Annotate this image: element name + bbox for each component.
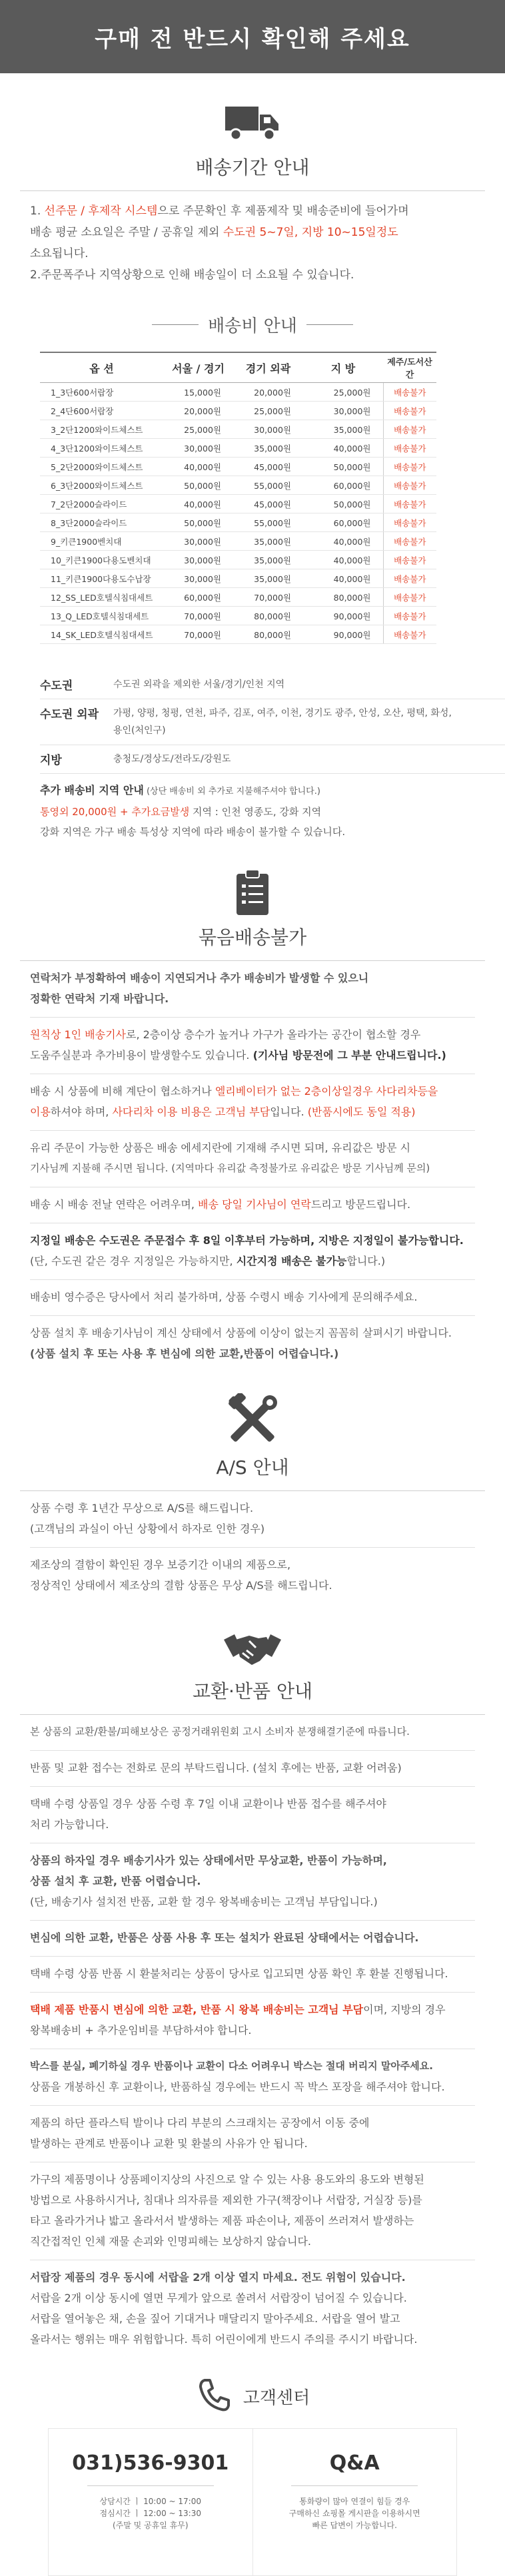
fee-cell: 35,000원 bbox=[233, 569, 303, 588]
fee-cell: 70,000원 bbox=[233, 588, 303, 607]
fee-cell: 7_2단2000슬라이드 bbox=[40, 495, 163, 513]
phone-icon bbox=[195, 2376, 233, 2416]
fee-cell: 13_Q_LED호텔식침대세트 bbox=[40, 607, 163, 625]
fee-cell: 80,000원 bbox=[233, 625, 303, 644]
region-row: 수도권 외곽 가평, 양평, 청평, 연천, 파주, 김포, 여주, 이천, 경기도 광주, 안성, 오산, 평택, 화성, 용인(처인구) bbox=[40, 699, 505, 745]
fee-cell: 10_키큰1900다용도벤치대 bbox=[40, 551, 163, 569]
extra-fee-note: 강화 지역은 가구 배송 특성상 지역에 따라 배송이 불가할 수 있습니다. bbox=[40, 826, 346, 838]
page-banner: 구매 전 반드시 확인해 주세요 bbox=[0, 0, 505, 73]
exchange-title: 교환·반품 안내 bbox=[192, 1680, 313, 1702]
fee-cell: 20,000원 bbox=[163, 402, 233, 420]
fee-cell: 40,000원 bbox=[303, 569, 383, 588]
as-title: A/S 안내 bbox=[216, 1456, 289, 1478]
fee-cell: 25,000원 bbox=[163, 420, 233, 439]
fee-row bbox=[40, 625, 436, 644]
fee-cell: 70,000원 bbox=[163, 625, 233, 644]
fee-row bbox=[40, 420, 436, 439]
fee-cell: 70,000원 bbox=[163, 607, 233, 625]
fee-row bbox=[40, 476, 436, 495]
fee-cell: 배송불가 bbox=[383, 513, 436, 532]
fee-row bbox=[40, 588, 436, 607]
fee-cell: 9_키큰1900벤치대 bbox=[40, 532, 163, 551]
fee-header-local: 지 방 bbox=[303, 352, 383, 383]
fee-cell: 50,000원 bbox=[303, 495, 383, 513]
delivery-line-1: 1. 선주문 / 후제작 시스템으로 주문확인 후 제품제작 및 배송준비에 들어가며 bbox=[30, 204, 409, 218]
fee-cell: 40,000원 bbox=[163, 495, 233, 513]
fee-cell: 8_3단2000슬라이드 bbox=[40, 513, 163, 532]
fee-cell: 90,000원 bbox=[303, 625, 383, 644]
fee-cell: 20,000원 bbox=[233, 383, 303, 402]
fee-row bbox=[40, 513, 436, 532]
cs-phone[interactable]: 031)536-9301 bbox=[72, 2451, 229, 2475]
region-list bbox=[40, 671, 505, 774]
fee-cell: 배송불가 bbox=[383, 476, 436, 495]
fee-cell: 60,000원 bbox=[163, 588, 233, 607]
fee-header-option: 옵 션 bbox=[40, 352, 163, 383]
fee-cell: 30,000원 bbox=[163, 439, 233, 458]
cs-phone-col bbox=[49, 2429, 252, 2575]
tools-icon bbox=[0, 1393, 505, 1447]
handshake-icon bbox=[0, 1628, 505, 1670]
region-row: 지방 충청도/경상도/전라도/강원도 bbox=[40, 745, 505, 774]
fee-cell: 11_키큰1900다용도수납장 bbox=[40, 569, 163, 588]
fee-cell: 배송불가 bbox=[383, 383, 436, 402]
fee-cell: 6_3단2000와이드체스트 bbox=[40, 476, 163, 495]
delivery-line-3: 소요됩니다. bbox=[30, 247, 89, 260]
fee-row bbox=[40, 569, 436, 588]
cs-qa-line-1: 통화량이 많아 연결이 힘들 경우 bbox=[299, 2497, 410, 2506]
fee-cell: 40,000원 bbox=[303, 551, 383, 569]
cs-hours-3: (주말 및 공휴일 휴무) bbox=[112, 2521, 189, 2530]
truck-icon bbox=[0, 100, 505, 147]
fee-cell: 60,000원 bbox=[303, 476, 383, 495]
cs-qa-line-2: 구매하신 쇼핑몰 게시판을 이용하시면 bbox=[288, 2509, 420, 2518]
fee-cell: 35,000원 bbox=[233, 551, 303, 569]
fee-cell: 25,000원 bbox=[303, 383, 383, 402]
fee-row bbox=[40, 607, 436, 625]
fee-cell: 35,000원 bbox=[303, 420, 383, 439]
fee-cell: 4_3단1200와이드체스트 bbox=[40, 439, 163, 458]
fee-cell: 30,000원 bbox=[163, 551, 233, 569]
fee-row bbox=[40, 458, 436, 476]
bundle-notes: 연락처가 부정확하여 배송이 지연되거나 추가 배송비가 발생할 수 있으니 정확한 연락처 기재 바랍니다. 원칙상 1인 배송기사로, 2층이상 층수가 높거나 가구가 올라가는 공간이 협소할 경우 도움주실분과 추가비용이 발생할수도 있습니다. (기사님 방문전에 그 부분 안내드립니다.) 배송 시 상품에 비해 계단이 협소하거나 엘리베이터가 없는 2층이상일경우 사다리차등을 이용하셔야 하며, 사다리차 이용 비용은 고객님 부담입니다. (반품시에도 동일 적용) 유리 주문이 가능한 상품은 배송 에세지란에 기재해 주시면 되며, 유리값은 방문 시 기사님께 지불해 주시면 됩니다. (지역마다 유리값 측정불가로 유리값은 방문 기사님께 문의) 배송 시 배송 전날 연락은 어려우며, 배송 당일 기사님이 연락드리고 방문드립니다. 지정일 배송은 수도권은 주문접수 후 8일 이후부터 가능하며, 지방은 지정일이 불가능합니다. (단, 수도권 같은 경우 지정일은 가능하지만, 시간지정 배송은 불가능합니다.) 배송비 영수증은 당사에서 처리 불가하며, 상품 수령시 배송 기사에게 문의해주세요. 상품 설치 후 배송기사님이 계신 상태에서 상품에 이상이 없는지 꼼꼼히 살펴시기 바랍니다. (상품 설치 후 또는 사용 후 변심에 의한 교환,반품이 어렵습니다.) bbox=[0, 968, 505, 1364]
clipboard-icon bbox=[0, 868, 505, 916]
fee-cell: 55,000원 bbox=[233, 476, 303, 495]
fee-cell: 45,000원 bbox=[233, 495, 303, 513]
cs-title: 고객센터 bbox=[243, 2388, 310, 2408]
fee-cell: 14_SK_LED호텔식침대세트 bbox=[40, 625, 163, 644]
fee-cell: 40,000원 bbox=[303, 532, 383, 551]
fee-cell: 35,000원 bbox=[233, 532, 303, 551]
fee-row bbox=[40, 383, 436, 402]
fee-row bbox=[40, 495, 436, 513]
bundle-title: 묶음배송불가 bbox=[198, 926, 307, 948]
cs-hours-2: 점심시간 ㅣ 12:00 ~ 13:30 bbox=[99, 2509, 201, 2518]
delivery-line-4: 2.주문폭주나 지역상황으로 인해 배송일이 더 소요될 수 있습니다. bbox=[30, 268, 354, 282]
fee-table bbox=[40, 352, 436, 644]
fee-cell: 30,000원 bbox=[233, 420, 303, 439]
fee-cell: 5_2단2000와이드체스트 bbox=[40, 458, 163, 476]
delivery-title: 배송기간 안내 bbox=[195, 157, 310, 178]
fee-cell: 1_3단600서랍장 bbox=[40, 383, 163, 402]
cs-qa[interactable]: Q&A bbox=[329, 2451, 380, 2475]
fee-cell: 50,000원 bbox=[163, 476, 233, 495]
fee-cell: 55,000원 bbox=[233, 513, 303, 532]
cs-box bbox=[48, 2428, 457, 2576]
fee-cell: 배송불가 bbox=[383, 569, 436, 588]
fee-cell: 80,000원 bbox=[233, 607, 303, 625]
fee-cell: 배송불가 bbox=[383, 625, 436, 644]
fee-cell: 40,000원 bbox=[163, 458, 233, 476]
fee-cell: 60,000원 bbox=[303, 513, 383, 532]
fee-cell: 45,000원 bbox=[233, 458, 303, 476]
fee-cell: 12_SS_LED호텔식침대세트 bbox=[40, 588, 163, 607]
cs-qa-col bbox=[252, 2429, 457, 2575]
fee-cell: 90,000원 bbox=[303, 607, 383, 625]
fee-cell: 30,000원 bbox=[163, 569, 233, 588]
fee-title: 배송비 안내 bbox=[0, 312, 505, 337]
fee-cell: 35,000원 bbox=[233, 439, 303, 458]
cs-qa-line-3: 빠른 답변이 가능합니다. bbox=[312, 2521, 397, 2530]
fee-cell: 배송불가 bbox=[383, 402, 436, 420]
fee-cell: 80,000원 bbox=[303, 588, 383, 607]
fee-cell: 30,000원 bbox=[163, 532, 233, 551]
fee-row bbox=[40, 402, 436, 420]
extra-fee-title: 추가 배송비 지역 안내 (상단 배송비 외 추가로 지불해주셔야 합니다.) bbox=[40, 784, 320, 797]
fee-header-jeju: 제주/도서산간 bbox=[383, 352, 436, 383]
fee-row bbox=[40, 532, 436, 551]
fee-cell: 배송불가 bbox=[383, 607, 436, 625]
fee-cell: 배송불가 bbox=[383, 588, 436, 607]
region-row: 수도권 수도권 외곽을 제외한 서울/경기/인천 지역 bbox=[40, 671, 505, 699]
cs-hours-1: 상담시간 ㅣ 10:00 ~ 17:00 bbox=[99, 2497, 201, 2506]
fee-row bbox=[40, 439, 436, 458]
fee-cell: 배송불가 bbox=[383, 495, 436, 513]
as-notes: 상품 수령 후 1년간 무상으로 A/S를 해드립니다. (고객님의 과실이 아닌 상황에서 하자로 인한 경우) 제조상의 결함이 확인된 경우 보증기간 이내의 제품으로, 정상적인 상태에서 제조상의 결함 상품은 무상 A/S를 해드립니다. bbox=[0, 1498, 505, 1596]
fee-cell: 배송불가 bbox=[383, 420, 436, 439]
fee-cell: 배송불가 bbox=[383, 532, 436, 551]
fee-cell: 2_4단600서랍장 bbox=[40, 402, 163, 420]
exchange-notes: 본 상품의 교환/환불/피해보상은 공정거래위원회 고시 소비자 분쟁해결기준에 따릅니다. 반품 및 교환 접수는 전화로 문의 부탁드립니다. (설치 후에는 반품, 교환 어려움) 택배 수령 상품일 경우 상품 수령 후 7일 이내 교환이나 반품 접수를 해주셔야 처리 가능합니다. 상품의 하자일 경우 배송기사가 있는 상태에서만 무상교환, 반품이 가능하며, 상품 설치 후 교환, 반품 어렵습니다. (단, 배송기사 설치전 반품, 교환 할 경우 왕복배송비는 고객님 부담입니다.) 변심에 의한 교환, 반품은 상품 사용 후 또는 설치가 완료된 상태에서는 어렵습니다. 택배 수령 상품 반품 시 환불처리는 상품이 당사로 입고되면 상품 확인 후 환불 진행됩니다. 택배 제품 반품시 변심에 의한 교환, 반품 시 왕복 배송비는 고객님 부담이며, 지방의 경우 왕복배송비 + 추가운임비를 부담하셔야 합니다. 박스를 분실, 폐기하실 경우 반품이나 교환이 다소 어려우니 박스는 절대 버리지 말아주세요. 상품을 개봉하신 후 교환이나, 반품하실 경우에는 반드시 꼭 박스 포장을 해주셔야 합니다. 제품의 하단 플라스틱 발이나 다리 부분의 스크래치는 공장에서 이동 중에 발생하는 관계로 반품이나 교환 및 환불의 사유가 안 됩니다. 가구의 제품명이나 상품페이지상의 사진으로 알 수 있는 사용 용도와의 용도와 변형된 방법으로 사용하시거나, 침대나 의자류를 제외한 가구(책장이나 서랍장, 거실장 등)를 타고 올라가거나 밟고 올라서서 발생하는 제품 파손이나, 제품이 쓰러져서 발생하는 직간접적인 인체 재물 손괴와 인명피해는 보상하지 않습니다. 서랍장 제품의 경우 동시에 서랍을 2개 이상 열지 마세요. 전도 위험이 있습니다. 서랍을 2개 이상 동시에 열면 무게가 앞으로 쏠려서 서랍장이 넘어질 수 있습니다. 서랍을 열어놓은 채, 손을 짚어 기대거나 매달리지 말아주세요. 서랍을 열어 발고 올라서는 행위는 매우 위험합니다. 특히 어린이에게 반드시 주의를 주시기 바랍니다. bbox=[0, 1722, 505, 2350]
extra-fee-region: 통영외 20,000원 + 추가요금발생 지역 : 인천 영종도, 강화 지역 bbox=[40, 806, 322, 818]
delivery-line-2: 배송 평균 소요일은 주말 / 공휴일 제외 수도권 5~7일, 지방 10~15일정도 bbox=[30, 226, 398, 239]
fee-cell: 15,000원 bbox=[163, 383, 233, 402]
fee-header-outer: 경기 외곽 bbox=[233, 352, 303, 383]
fee-cell: 배송불가 bbox=[383, 458, 436, 476]
fee-row bbox=[40, 551, 436, 569]
fee-cell: 배송불가 bbox=[383, 439, 436, 458]
fee-cell: 50,000원 bbox=[303, 458, 383, 476]
fee-cell: 40,000원 bbox=[303, 439, 383, 458]
fee-cell: 30,000원 bbox=[303, 402, 383, 420]
fee-cell: 배송불가 bbox=[383, 551, 436, 569]
fee-cell: 3_2단1200와이드체스트 bbox=[40, 420, 163, 439]
fee-header-seoul: 서울 / 경기 bbox=[163, 352, 233, 383]
fee-cell: 25,000원 bbox=[233, 402, 303, 420]
fee-cell: 50,000원 bbox=[163, 513, 233, 532]
